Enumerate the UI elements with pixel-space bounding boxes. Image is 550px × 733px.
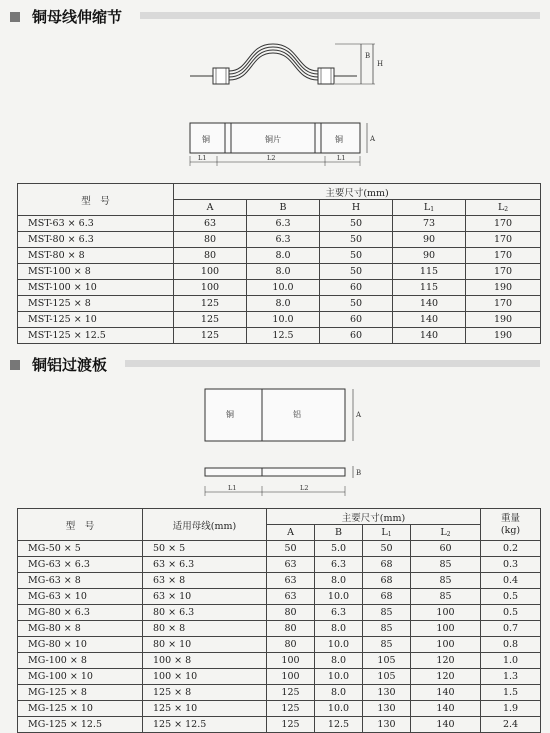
- table-cell: 8.0: [315, 573, 363, 589]
- header-main-dimensions: 主要尺寸(mm): [174, 184, 541, 200]
- header-model: 型 号: [18, 509, 143, 541]
- table-cell: 125: [174, 296, 247, 312]
- table-cell: 63: [267, 557, 315, 573]
- title-divider-bar: [125, 360, 540, 367]
- table-cell: 6.3: [247, 216, 320, 232]
- table-cell: 6.3: [315, 557, 363, 573]
- label-l2: L2: [300, 484, 309, 492]
- table-cell: 85: [411, 589, 481, 605]
- subheader-cell: A: [267, 525, 315, 541]
- header-weight-label: 重量: [500, 512, 520, 524]
- label-b: B: [365, 52, 371, 60]
- table-cell: 63: [267, 573, 315, 589]
- table-cell: 170: [466, 216, 541, 232]
- table-cell: 100: [267, 653, 315, 669]
- table-row: [18, 573, 541, 589]
- table-cell: 8.0: [247, 264, 320, 280]
- table-row: [18, 621, 541, 637]
- table-row: [18, 589, 541, 605]
- table-cell: 125 × 12.5: [143, 717, 267, 733]
- label-l2: L2: [267, 154, 276, 162]
- table-cell: 10.0: [247, 312, 320, 328]
- table-cell: 125: [174, 312, 247, 328]
- table-cell: 1.5: [481, 685, 541, 701]
- table-cell: 170: [466, 264, 541, 280]
- transition-plate-top-view: [200, 384, 370, 446]
- table-cell: 140: [393, 328, 466, 344]
- table-cell: 1.0: [481, 653, 541, 669]
- label-l1-right: L1: [337, 154, 346, 162]
- table-row: [18, 717, 541, 733]
- table-cell: 130: [363, 685, 411, 701]
- table-cell: MST-80 × 6.3: [18, 232, 174, 248]
- table-cell: 10.0: [315, 589, 363, 605]
- section-title-expansion-joint: [10, 6, 122, 27]
- table-cell: 0.4: [481, 573, 541, 589]
- table-cell: MST-80 × 8: [18, 248, 174, 264]
- table-cell: 85: [411, 573, 481, 589]
- table-cell: MST-100 × 10: [18, 280, 174, 296]
- table-cell: 73: [393, 216, 466, 232]
- label-copper-sheet: 铜片: [265, 135, 281, 144]
- table-cell: 85: [363, 621, 411, 637]
- subheader-cell: H: [320, 200, 393, 216]
- table-cell: 2.4: [481, 717, 541, 733]
- table-cell: 105: [363, 669, 411, 685]
- table-cell: 100: [174, 280, 247, 296]
- table-cell: 100: [174, 264, 247, 280]
- table-row: [18, 637, 541, 653]
- transition-plate-table: [17, 508, 541, 733]
- table-cell: 50: [267, 541, 315, 557]
- table-cell: 10.0: [315, 637, 363, 653]
- table-cell: 85: [411, 557, 481, 573]
- table-cell: 125 × 10: [143, 701, 267, 717]
- table-row: [18, 541, 541, 557]
- table-cell: MG-63 × 8: [18, 573, 143, 589]
- subheader-cell: B: [247, 200, 320, 216]
- label-h: H: [377, 60, 384, 68]
- transition-plate-side-view: [200, 462, 370, 502]
- table-cell: 105: [363, 653, 411, 669]
- table-cell: 80 × 6.3: [143, 605, 267, 621]
- label-a: A: [356, 411, 362, 419]
- table-cell: 60: [320, 312, 393, 328]
- table-cell: 80 × 10: [143, 637, 267, 653]
- header-weight-unit: (kg): [500, 524, 521, 536]
- table-cell: 100 × 8: [143, 653, 267, 669]
- table-cell: MG-50 × 5: [18, 541, 143, 557]
- square-bullet-icon: [10, 360, 20, 370]
- subheader-cell: B: [315, 525, 363, 541]
- subheader-cell: A: [174, 200, 247, 216]
- table-cell: 190: [466, 280, 541, 296]
- table-cell: 140: [411, 685, 481, 701]
- table-row: [18, 685, 541, 701]
- table-row: [18, 248, 541, 264]
- subheader-cell: L1: [363, 525, 411, 541]
- table-cell: MST-125 × 12.5: [18, 328, 174, 344]
- table-cell: 100: [411, 621, 481, 637]
- table-cell: 1.3: [481, 669, 541, 685]
- table-cell: 8.0: [315, 621, 363, 637]
- table-cell: 125: [174, 328, 247, 344]
- table-cell: 190: [466, 328, 541, 344]
- table-cell: 90: [393, 232, 466, 248]
- table-cell: 63: [267, 589, 315, 605]
- table-cell: 80: [267, 621, 315, 637]
- table-cell: 80: [174, 248, 247, 264]
- table-cell: 50: [320, 216, 393, 232]
- table-cell: 63: [174, 216, 247, 232]
- table-cell: 63 × 10: [143, 589, 267, 605]
- label-l1: L1: [228, 484, 237, 492]
- title-divider-bar: [140, 12, 540, 19]
- table-cell: 50 × 5: [143, 541, 267, 557]
- table-cell: 140: [393, 296, 466, 312]
- table-cell: 115: [393, 264, 466, 280]
- table-cell: 0.2: [481, 541, 541, 557]
- table-cell: 0.7: [481, 621, 541, 637]
- table-cell: 50: [320, 296, 393, 312]
- table-cell: MG-100 × 10: [18, 669, 143, 685]
- table-row: [18, 312, 541, 328]
- table-cell: 12.5: [315, 717, 363, 733]
- table-cell: 85: [363, 637, 411, 653]
- table-cell: 50: [320, 232, 393, 248]
- subheader-cell: L2: [466, 200, 541, 216]
- table-cell: 10.0: [315, 701, 363, 717]
- table-cell: MG-125 × 10: [18, 701, 143, 717]
- square-bullet-icon: [10, 12, 20, 22]
- table-cell: 90: [393, 248, 466, 264]
- table-row: [18, 280, 541, 296]
- table-cell: 6.3: [247, 232, 320, 248]
- table-cell: 50: [363, 541, 411, 557]
- table-cell: 0.3: [481, 557, 541, 573]
- table-cell: 10.0: [247, 280, 320, 296]
- table-cell: MG-80 × 10: [18, 637, 143, 653]
- table-cell: MG-125 × 12.5: [18, 717, 143, 733]
- table-cell: 0.5: [481, 589, 541, 605]
- table-row: [18, 605, 541, 621]
- table-cell: 130: [363, 701, 411, 717]
- table-cell: 125: [267, 701, 315, 717]
- expansion-joint-table: [17, 183, 541, 344]
- table-cell: 80: [267, 605, 315, 621]
- table-row: [18, 557, 541, 573]
- section-title-text: 铜铝过渡板: [32, 356, 108, 374]
- table-cell: 115: [393, 280, 466, 296]
- expansion-joint-top-view: [185, 118, 385, 170]
- table-cell: 60: [320, 280, 393, 296]
- table-cell: 68: [363, 557, 411, 573]
- table-row: [18, 296, 541, 312]
- table-cell: 68: [363, 589, 411, 605]
- table-cell: 5.0: [315, 541, 363, 557]
- header-weight: [481, 509, 541, 541]
- table-cell: 63 × 6.3: [143, 557, 267, 573]
- table-cell: 125 × 8: [143, 685, 267, 701]
- table-cell: 8.0: [247, 248, 320, 264]
- table-cell: 130: [363, 717, 411, 733]
- table-cell: MG-63 × 6.3: [18, 557, 143, 573]
- table-cell: MG-125 × 8: [18, 685, 143, 701]
- section-title-transition-plate: [10, 354, 107, 375]
- section-title-text: 铜母线伸缩节: [32, 8, 123, 26]
- table-cell: 80: [174, 232, 247, 248]
- table-cell: 8.0: [247, 296, 320, 312]
- table-cell: 12.5: [247, 328, 320, 344]
- subheader-cell: L2: [411, 525, 481, 541]
- label-a: A: [370, 135, 376, 143]
- table-cell: 50: [320, 248, 393, 264]
- table-cell: MST-125 × 10: [18, 312, 174, 328]
- header-bus-bar: 适用母线(mm): [143, 509, 267, 541]
- table-cell: 8.0: [315, 653, 363, 669]
- table-cell: MG-80 × 6.3: [18, 605, 143, 621]
- table-cell: 0.8: [481, 637, 541, 653]
- table-cell: MG-63 × 10: [18, 589, 143, 605]
- label-aluminum: 铝: [293, 410, 301, 419]
- table-cell: 125: [267, 685, 315, 701]
- table-row: [18, 653, 541, 669]
- subheader-cell: L1: [393, 200, 466, 216]
- table-cell: 60: [411, 541, 481, 557]
- table-cell: 80: [267, 637, 315, 653]
- table-row: [18, 328, 541, 344]
- table-cell: MG-100 × 8: [18, 653, 143, 669]
- table-cell: 100 × 10: [143, 669, 267, 685]
- table-cell: 50: [320, 264, 393, 280]
- label-b: B: [356, 469, 362, 477]
- table-cell: MST-100 × 8: [18, 264, 174, 280]
- table-cell: 100: [411, 605, 481, 621]
- table-row: [18, 264, 541, 280]
- table-cell: 63 × 8: [143, 573, 267, 589]
- table-cell: 8.0: [315, 685, 363, 701]
- table-cell: 140: [393, 312, 466, 328]
- table-cell: 190: [466, 312, 541, 328]
- table-cell: 80 × 8: [143, 621, 267, 637]
- table-cell: 100: [267, 669, 315, 685]
- header-model: 型 号: [18, 184, 174, 216]
- table-cell: MG-80 × 8: [18, 621, 143, 637]
- table-cell: MST-63 × 6.3: [18, 216, 174, 232]
- table-cell: 170: [466, 296, 541, 312]
- table-row: [18, 701, 541, 717]
- table-cell: 120: [411, 653, 481, 669]
- label-l1: L1: [198, 154, 207, 162]
- table-cell: 60: [320, 328, 393, 344]
- table-cell: 140: [411, 701, 481, 717]
- header-main-dimensions: 主要尺寸(mm): [267, 509, 481, 525]
- table-cell: 6.3: [315, 605, 363, 621]
- table-cell: 68: [363, 573, 411, 589]
- table-row: [18, 216, 541, 232]
- expansion-joint-side-view: [185, 32, 395, 94]
- table-cell: 170: [466, 232, 541, 248]
- table-cell: 100: [411, 637, 481, 653]
- table-cell: 1.9: [481, 701, 541, 717]
- table-row: [18, 669, 541, 685]
- table-cell: 140: [411, 717, 481, 733]
- label-copper-right: 铜: [335, 135, 343, 144]
- table-cell: 0.5: [481, 605, 541, 621]
- table-cell: 125: [267, 717, 315, 733]
- table-cell: 170: [466, 248, 541, 264]
- table-cell: 85: [363, 605, 411, 621]
- label-copper: 铜: [226, 410, 234, 419]
- label-copper-left: 铜: [202, 135, 210, 144]
- table-row: [18, 232, 541, 248]
- table-cell: MST-125 × 8: [18, 296, 174, 312]
- table-cell: 10.0: [315, 669, 363, 685]
- table-cell: 120: [411, 669, 481, 685]
